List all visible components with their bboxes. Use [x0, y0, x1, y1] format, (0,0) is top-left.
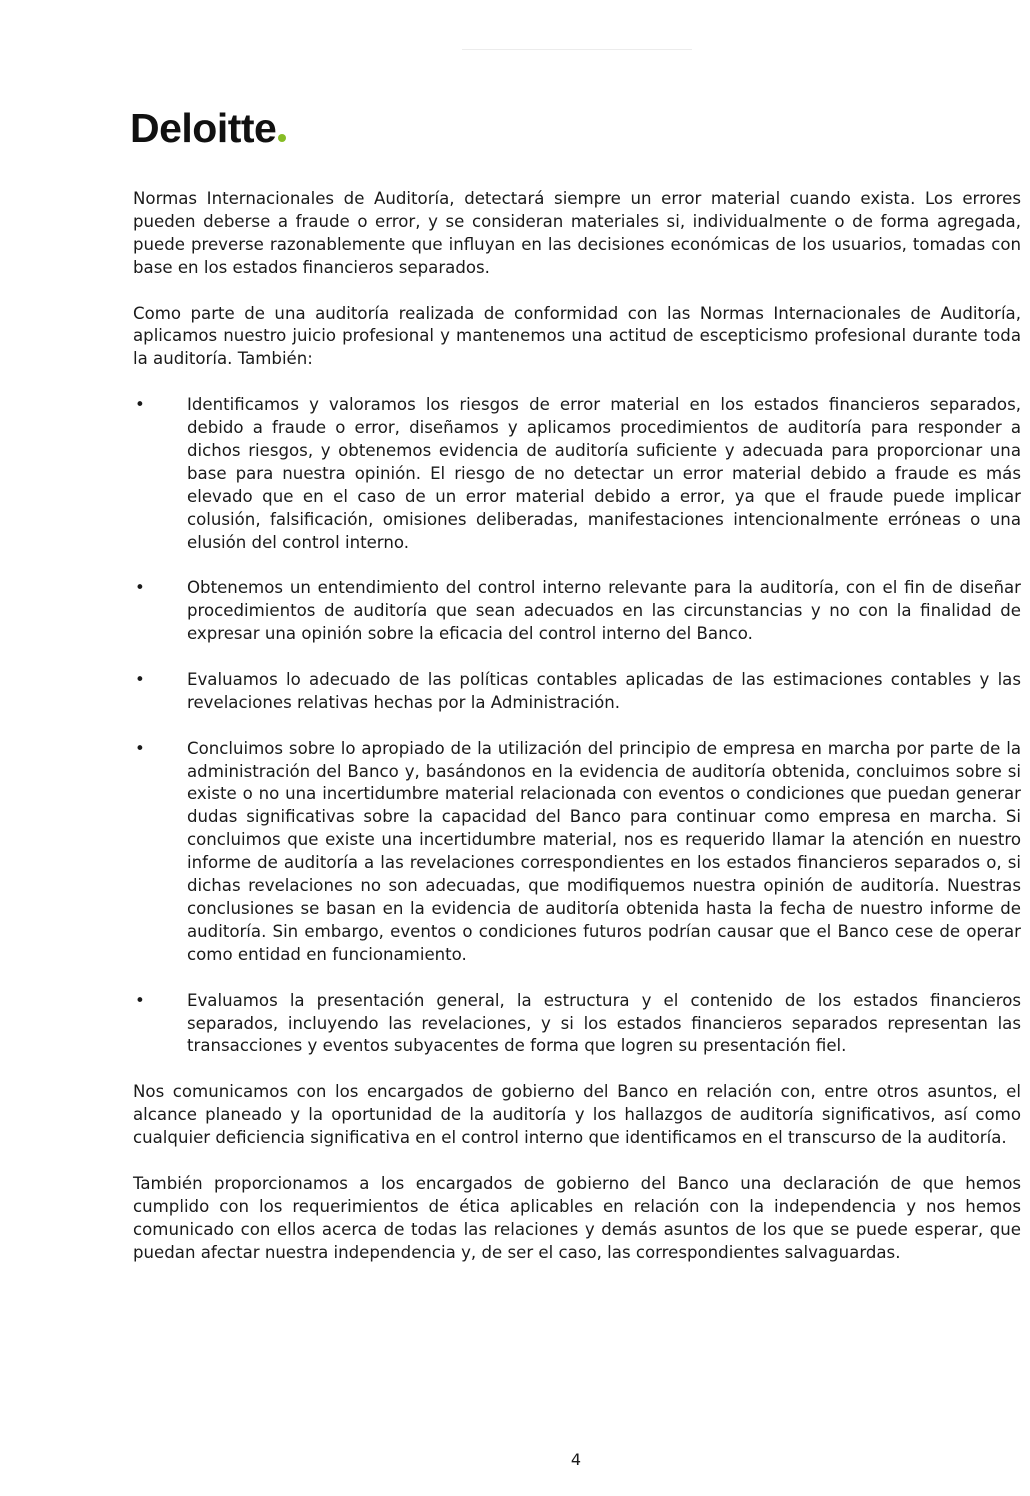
list-item: [133, 738, 1021, 967]
header-divider: [462, 49, 692, 50]
list-item-text: Obtenemos un entendimiento del control interno relevante para la auditoría, con el fin de diseñar procedimientos de auditoría que sean adecuados en las circunstancias y no con la finalidad de expresar una opinión sobre la eficacia del control interno del Banco.: [187, 578, 1021, 644]
list-item-text: Evaluamos la presentación general, la estructura y el contenido de los estados financieros separados, incluyendo las revelaciones, y si los estados financieros separados representan las transacciones y eventos subyacentes de forma que logren su presentación fiel.: [187, 990, 1021, 1056]
bullet-icon: •: [135, 669, 145, 689]
list-item: [133, 990, 1021, 1059]
paragraph-scope: Como parte de una auditoría realizada de conformidad con las Normas Internacionales de Auditoría, aplicamos nuestro juicio profesional y mantenemos una actitud de escepticismo profesional durante toda la auditoría. También:: [133, 303, 1021, 369]
list-item: [133, 577, 1021, 646]
company-logo: [130, 105, 286, 151]
list-item: [133, 669, 1021, 715]
bullet-icon: •: [135, 738, 145, 758]
paragraph-independence: También proporcionamos a los encargados de gobierno del Banco una declaración de que hemos cumplido con los requerimientos de ética aplicables en relación con la independencia y nos hemos comunicado con ellos acerca de todas las relaciones y demás asuntos de los que se puede esperar, que puedan afectar nuestra independencia y, de ser el caso, las correspondientes salvaguardas.: [133, 1173, 1021, 1262]
logo-text: Deloitte: [130, 105, 277, 151]
list-item-text: Concluimos sobre lo apropiado de la utilización del principio de empresa en marcha por parte de la administración del Banco y, basándonos en la evidencia de auditoría obtenida, concluimos sobre si existe o no una incertidumbre material relacionada con eventos o condiciones que puedan generar dudas significativas sobre la capacidad del Banco para continuar como empresa en marcha. Si concluimos que existe una incertidumbre material, nos es requerido llamar la atención en nuestro informe de auditoría a las revelaciones correspondientes en los estados financieros separados o, si dichas revelaciones no son adecuadas, que modifiquemos nuestra opinión de auditoría. Nuestras conclusiones se basan en la evidencia de auditoría obtenida hasta la fecha de nuestro informe de auditoría. Sin embargo, eventos o condiciones futuros podrían causar que el Banco cese de operar como entidad en funcionamiento.: [187, 738, 1021, 964]
bullet-icon: •: [135, 395, 145, 415]
paragraph-intro: Normas Internacionales de Auditoría, detectará siempre un error material cuando exista. Los errores pueden deberse a fraude o error, y se consideran materiales si, individualmente o de forma agregada, puede preverse razonablemente que influyan en las decisiones económicas de los usuarios, tomadas con base en los estados financieros separados.: [133, 189, 1021, 277]
list-item-text: Identificamos y valoramos los riesgos de error material en los estados financieros separados, debido a fraude o error, diseñamos y aplicamos procedimientos de auditoría para responder a dichos riesgos, y obtenemos evidencia de auditoría suficiente y adecuada para proporcionar una base para nuestra opinión. El riesgo de no detectar un error material debido a fraude es más elevado que en el caso de un error material debido a error, ya que el fraude puede implicar colusión, falsificación, omisiones deliberadas, manifestaciones intencionalmente erróneas o una elusión del control interno.: [187, 395, 1021, 552]
bullet-icon: •: [135, 990, 145, 1010]
bullet-icon: •: [135, 578, 145, 598]
page-number: 4: [570, 1450, 582, 1469]
list-item-text: Evaluamos lo adecuado de las políticas contables aplicadas de las estimaciones contables y las revelaciones relativas hechas por la Administración.: [187, 669, 1021, 712]
list-item: [133, 394, 1021, 554]
logo-dot-icon: [278, 134, 286, 142]
paragraph-communication: Nos comunicamos con los encargados de gobierno del Banco en relación con, entre otros asuntos, el alcance planeado y la oportunidad de la auditoría y los hallazgos de auditoría significativos, así como cualquier deficiencia significativa en el control interno que identificamos en el transcurso de la auditoría.: [133, 1082, 1021, 1148]
document-body: [133, 188, 1021, 1264]
procedures-list: [133, 394, 1021, 1058]
